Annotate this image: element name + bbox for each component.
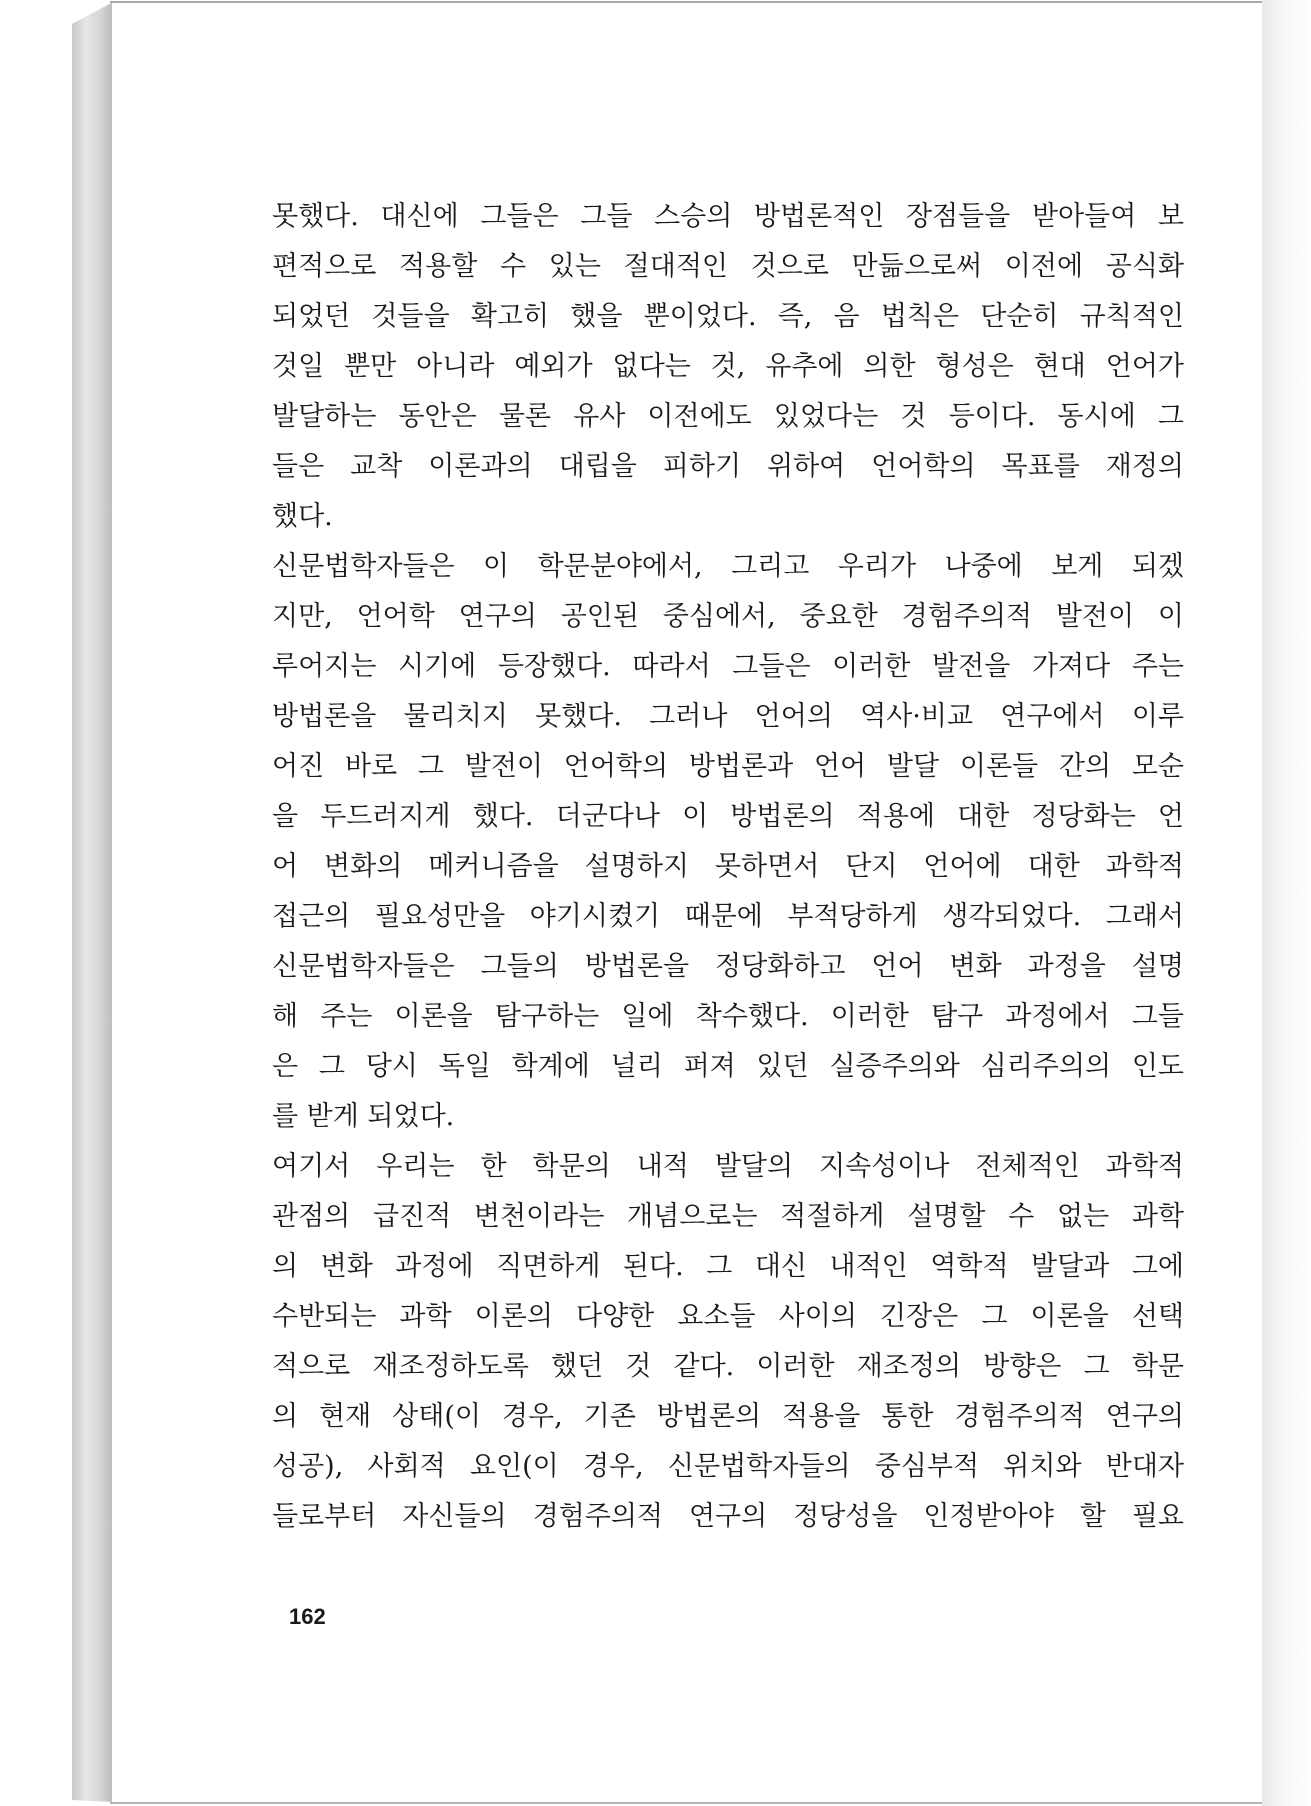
text-line: 어 변화의 메커니즘을 설명하지 못하면서 단지 언어에 대한 과학적 [272,851,1184,882]
text-line: 의 변화 과정에 직면하게 된다. 그 대신 내적인 역학적 발달과 그에 [272,1251,1184,1282]
text-line: 들로부터 자신들의 경험주의적 연구의 정당성을 인정받아야 할 필요 [272,1501,1184,1532]
body-text [272,192,1184,1542]
text-line: 되었던 것들을 확고히 했을 뿐이었다. 즉, 음 법칙은 단순히 규칙적인 [272,301,1184,332]
page-right-shadow [1262,0,1311,1806]
text-line: 어진 바로 그 발전이 언어학의 방법론과 언어 발달 이론들 간의 모순 [272,751,1184,782]
book-spine [72,2,113,1802]
text-line: 지만, 언어학 연구의 공인된 중심에서, 중요한 경험주의적 발전이 이 [272,601,1184,632]
text-line: 성공), 사회적 요인(이 경우, 신문법학자들의 중심부적 위치와 반대자 [272,1451,1184,1482]
text-line: 은 그 당시 독일 학계에 널리 퍼져 있던 실증주의와 심리주의의 인도 [272,1051,1184,1082]
text-line: 발달하는 동안은 물론 유사 이전에도 있었다는 것 등이다. 동시에 그 [272,401,1184,432]
text-line: 의 현재 상태(이 경우, 기존 방법론의 적용을 통한 경험주의적 연구의 [272,1401,1184,1432]
text-line: 못했다. 대신에 그들은 그들 스승의 방법론적인 장점들을 받아들여 보 [272,201,1184,232]
text-line: 루어지는 시기에 등장했다. 따라서 그들은 이러한 발전을 가져다 주는 [272,651,1184,682]
text-line: 를 받게 되었다. [272,1101,455,1132]
text-line: 것일 뿐만 아니라 예외가 없다는 것, 유추에 의한 형성은 현대 언어가 [272,351,1184,382]
text-line: 들은 교착 이론과의 대립을 피하기 위하여 언어학의 목표를 재정의 [272,451,1184,482]
page-bottom-edge [110,1802,1270,1804]
text-line: 편적으로 적용할 수 있는 절대적인 것으로 만듦으로써 이전에 공식화 [272,251,1184,282]
text-line: 했다. [272,501,333,532]
text-line: 수반되는 과학 이론의 다양한 요소들 사이의 긴장은 그 이론을 선택 [272,1301,1184,1332]
text-line: 신문법학자들은 그들의 방법론을 정당화하고 언어 변화 과정을 설명 [272,951,1184,982]
text-line: 적으로 재조정하도록 했던 것 같다. 이러한 재조정의 방향은 그 학문 [272,1351,1184,1382]
text-line: 신문법학자들은 이 학문분야에서, 그리고 우리가 나중에 보게 되겠 [272,551,1184,582]
text-line: 여기서 우리는 한 학문의 내적 발달의 지속성이나 전체적인 과학적 [272,1151,1184,1182]
text-line: 방법론을 물리치지 못했다. 그러나 언어의 역사·비교 연구에서 이루 [272,701,1184,732]
text-line: 접근의 필요성만을 야기시켰기 때문에 부적당하게 생각되었다. 그래서 [272,901,1184,932]
text-line: 관점의 급진적 변천이라는 개념으로는 적절하게 설명할 수 없는 과학 [272,1201,1184,1232]
page-number: 162 [289,1604,326,1629]
text-line: 을 두드러지게 했다. 더군다나 이 방법론의 적용에 대한 정당화는 언 [272,801,1184,832]
text-line: 해 주는 이론을 탐구하는 일에 착수했다. 이러한 탐구 과정에서 그들 [272,1001,1184,1032]
